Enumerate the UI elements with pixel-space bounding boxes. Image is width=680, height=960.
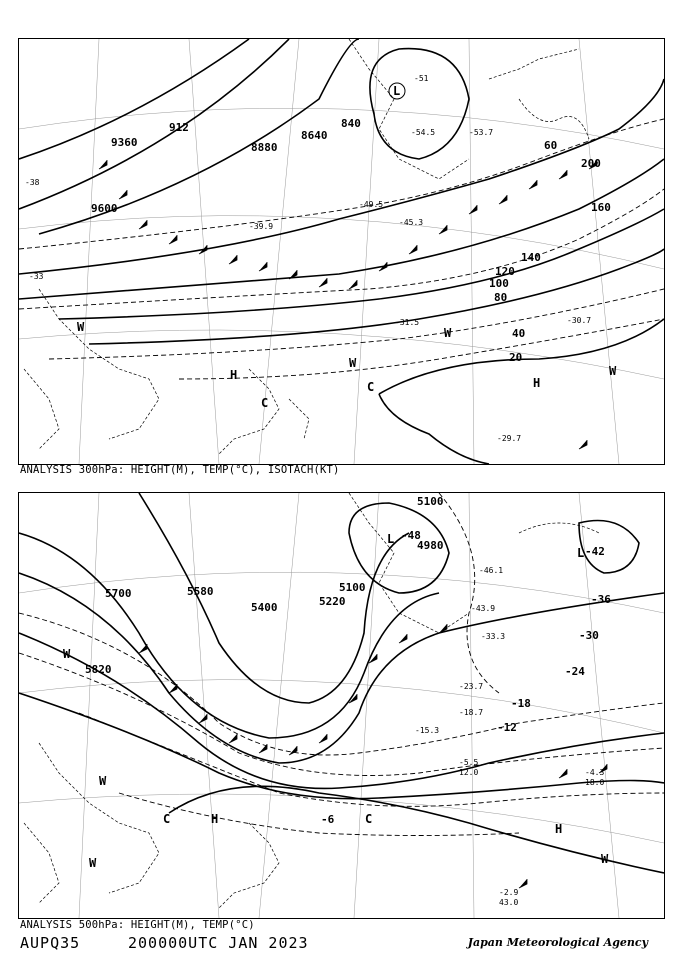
temp-reading: -29.7 [497, 434, 522, 443]
temp-label-neg30: -30 [579, 629, 599, 642]
height-label-5400: 5400 [251, 601, 278, 614]
graticule [19, 493, 664, 918]
height-label-9360: 9360 [111, 136, 138, 149]
height-label-5100: 5100 [339, 581, 366, 594]
temp-reading: -54.5 [411, 128, 436, 137]
temp-reading: -38 [25, 178, 40, 187]
temp-label-neg24: -24 [565, 665, 585, 678]
isotach-label-60: 60 [544, 139, 558, 152]
wind-barbs [99, 160, 597, 449]
isotach-label-20: 20 [509, 351, 523, 364]
temp-reading: -23.7 [459, 682, 484, 691]
chart-300hpa [19, 39, 664, 464]
height-contours [19, 39, 664, 344]
cold-marker-2: C [365, 812, 373, 826]
isotach-contours [19, 119, 664, 379]
southern-contour-b [379, 394, 489, 464]
temp-reading: -45.3 [399, 218, 424, 227]
temp-reading: 18.0 [585, 778, 605, 787]
isotach-label-160: 160 [591, 201, 611, 214]
height-label-4980: 4980 [417, 539, 444, 552]
low-marker: L [387, 532, 395, 546]
temp-label-neg18: -18 [511, 697, 531, 710]
low-marker-east: L [577, 546, 585, 560]
warm-marker-3: W [89, 856, 97, 870]
isotach-label-100: 100 [489, 277, 509, 290]
isotach-label-120: 120 [495, 265, 515, 278]
height-label-5100-north: 5100 [417, 495, 444, 508]
temp-reading: 12.0 [459, 768, 479, 777]
caption-500hpa: ANALYSIS 500hPa: HEIGHT(M), TEMP(°C) [20, 919, 255, 931]
temp-reading: -51 [414, 74, 429, 83]
temp-reading: -4.3 [585, 768, 605, 777]
temp-label-neg36: -36 [591, 593, 611, 606]
wind-barbs [139, 624, 607, 888]
temp-label-neg48: -48 [401, 529, 421, 542]
cold-marker-2: C [367, 380, 375, 394]
height-contours [19, 493, 664, 873]
chart-code: AUPQ35 [20, 934, 81, 952]
high-marker-west: H [211, 812, 219, 826]
temp-label-neg12: -12 [497, 721, 517, 734]
graticule [19, 39, 664, 464]
warm-marker-2: W [99, 774, 107, 788]
isotach-label-40: 40 [512, 327, 526, 340]
low-marker: L [393, 84, 401, 98]
temp-reading: -5.5 [459, 758, 479, 767]
warm-marker-4: W [601, 852, 609, 866]
height-label-5820: 5820 [85, 663, 112, 676]
temp-reading: 43.0 [499, 898, 519, 907]
warm-marker-4: W [609, 364, 617, 378]
temp-reading: -53.7 [469, 128, 494, 137]
map-panel-500hpa [18, 492, 665, 919]
warm-marker-1: W [63, 647, 71, 661]
temp-reading: -30.7 [567, 316, 592, 325]
chart-500hpa [19, 493, 664, 918]
temp-reading: -2.9 [499, 888, 519, 897]
isotach-label-80: 80 [494, 291, 508, 304]
warm-marker-2: W [349, 356, 357, 370]
temp-reading: -39.9 [249, 222, 274, 231]
height-label-912: 912 [169, 121, 189, 134]
height-label-5700: 5700 [105, 587, 132, 600]
high-marker-west: H [230, 368, 238, 382]
high-marker-east: H [533, 376, 541, 390]
warm-marker-1: W [77, 320, 85, 334]
height-label-840: 840 [341, 117, 361, 130]
temp-reading: -33.3 [481, 632, 506, 641]
cold-marker-1: C [163, 812, 171, 826]
chart-valid-time: 200000UTC JAN 2023 [128, 934, 309, 952]
agency-name: Japan Meteorological Agency [467, 936, 648, 949]
height-label-8880: 8880 [251, 141, 278, 154]
temp-label-neg42: -42 [585, 545, 605, 558]
temp-reading: -43.9 [471, 604, 496, 613]
cold-marker-1: C [261, 396, 269, 410]
map-panel-300hpa [18, 38, 665, 465]
temp-reading: -49.5 [359, 200, 384, 209]
caption-300hpa: ANALYSIS 300hPa: HEIGHT(M), TEMP(°C), ISOTACH(KT) [20, 464, 340, 476]
temp-reading: -33 [29, 272, 44, 281]
high-marker-east: H [555, 822, 563, 836]
height-label-9600: 9600 [91, 202, 118, 215]
height-label-5220: 5220 [319, 595, 346, 608]
temp-reading: -31.5 [395, 318, 420, 327]
height-label-8640: 8640 [301, 129, 328, 142]
temp-reading: -18.7 [459, 708, 484, 717]
temp-label-neg6: -6 [321, 813, 335, 826]
isotach-label-200: 200 [581, 157, 601, 170]
warm-marker-3: W [444, 326, 452, 340]
isotach-label-140: 140 [521, 251, 541, 264]
temp-reading: -46.1 [479, 566, 504, 575]
height-label-5580: 5580 [187, 585, 214, 598]
temp-reading: -15.3 [415, 726, 440, 735]
